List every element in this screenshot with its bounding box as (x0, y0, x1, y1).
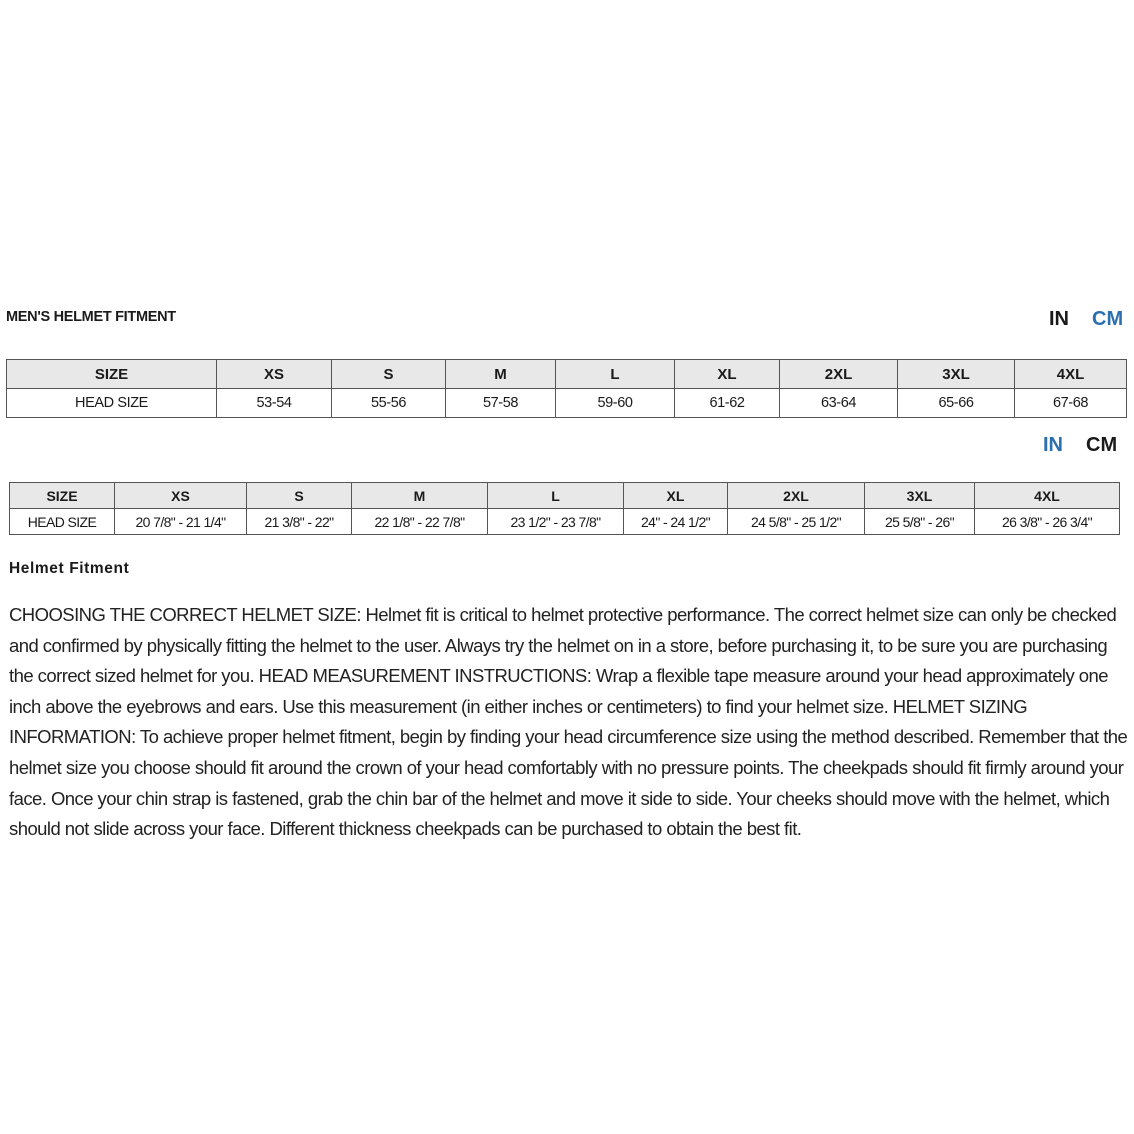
unit-in-button[interactable]: IN (1043, 434, 1063, 456)
header-cell: L (488, 483, 624, 509)
header-cell: XL (675, 360, 780, 389)
table-cell: 65-66 (898, 389, 1015, 418)
table-cell: 20 7/8" - 21 1/4" (115, 509, 247, 535)
unit-cm-button[interactable]: CM (1092, 308, 1124, 330)
table-cell: 23 1/2" - 23 7/8" (488, 509, 624, 535)
header-cell: SIZE (7, 360, 217, 389)
table-cell: 53-54 (217, 389, 332, 418)
table-cell: 24 5/8" - 25 1/2" (728, 509, 865, 535)
header-cell: S (332, 360, 446, 389)
unit-in-button[interactable]: IN (1049, 308, 1069, 330)
table-row (10, 509, 1120, 535)
header-cell: 2XL (728, 483, 865, 509)
table-cell: 63-64 (780, 389, 898, 418)
header-cell: XS (115, 483, 247, 509)
table-cell: HEAD SIZE (7, 389, 217, 418)
section-heading: Helmet Fitment (9, 560, 130, 577)
table-header-row (7, 360, 1127, 389)
table-cell: 25 5/8" - 26" (865, 509, 975, 535)
header-cell: 3XL (865, 483, 975, 509)
table-cell: 24" - 24 1/2" (624, 509, 728, 535)
header-cell: M (446, 360, 556, 389)
header-cell: 4XL (1015, 360, 1127, 389)
header-cell: XL (624, 483, 728, 509)
table-cell: 59-60 (556, 389, 675, 418)
table-cell: 22 1/8" - 22 7/8" (352, 509, 488, 535)
table-cell: 67-68 (1015, 389, 1127, 418)
table-cell: 61-62 (675, 389, 780, 418)
header-cell: SIZE (10, 483, 115, 509)
table-cell: 55-56 (332, 389, 446, 418)
unit-cm-button[interactable]: CM (1086, 434, 1118, 456)
table-cell: 57-58 (446, 389, 556, 418)
unit-toggle-1 (1049, 308, 1123, 331)
table-cell: HEAD SIZE (10, 509, 115, 535)
table-row (7, 389, 1127, 418)
size-table-in (9, 482, 1120, 535)
page-title: MEN'S HELMET FITMENT (6, 309, 176, 325)
header-cell: 2XL (780, 360, 898, 389)
header-cell: XS (217, 360, 332, 389)
table-cell: 26 3/8" - 26 3/4" (975, 509, 1120, 535)
header-cell: S (247, 483, 352, 509)
header-cell: M (352, 483, 488, 509)
unit-toggle-2 (1043, 434, 1117, 457)
table-cell: 21 3/8" - 22" (247, 509, 352, 535)
description-paragraph: CHOOSING THE CORRECT HELMET SIZE: Helmet fit is critical to helmet protective performance. The correct helmet size can only be checked and confirmed by physically fitting the helmet to the user. Always try the helmet on in a store, before purchasing it, to be sure you are purchasing the correct sized helmet for you. HEAD MEASUREMENT INSTRUCTIONS: Wrap a flexible tape measure around your head approximately one inch above the eyebrows and ears. Use this measurement (in either inches or centimeters) to find your helmet size. HELMET SIZING INFORMATION: To achieve proper helmet fitment, begin by finding your head circumference size using the method described. Remember that the helmet size you choose should fit around the crown of your head comfortably with no pressure points. The cheekpads should fit firmly around your face. Once your chin strap is fastened, grab the chin bar of the helmet and move it side to side. Your cheeks should move with the helmet, which should not slide across your face. Different thickness cheekpads can be purchased to obtain the best fit. (9, 604, 1128, 840)
table-header-row (10, 483, 1120, 509)
header-cell: 3XL (898, 360, 1015, 389)
header-cell: L (556, 360, 675, 389)
header-cell: 4XL (975, 483, 1120, 509)
size-table-cm (6, 359, 1127, 418)
